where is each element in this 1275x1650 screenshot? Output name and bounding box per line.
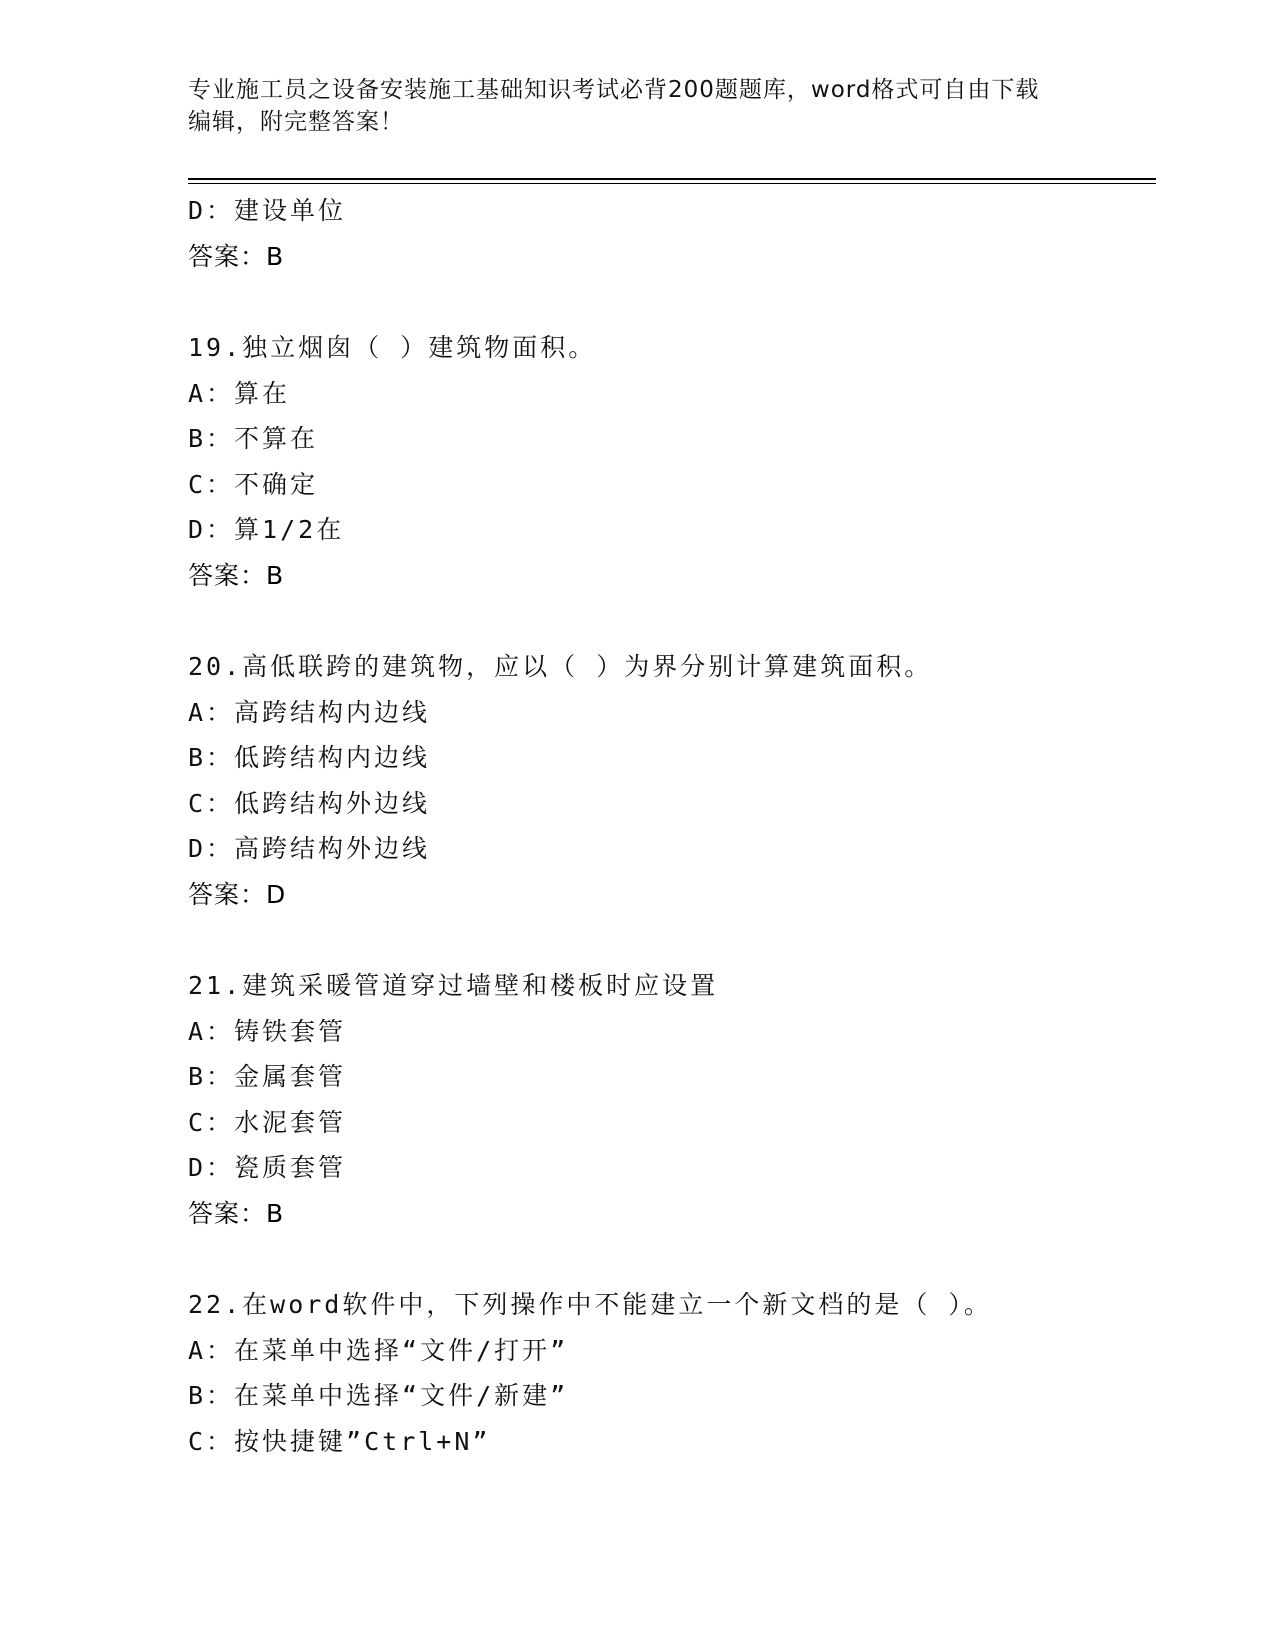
- header-rule-thick: [188, 178, 1156, 180]
- option-d: D：高跨结构外边线: [188, 834, 431, 863]
- question-text: 20.高低联跨的建筑物，应以（ ）为界分别计算建筑面积。: [188, 652, 933, 681]
- answer-line: 答案：B: [188, 560, 285, 590]
- option-b: B：低跨结构内边线: [188, 743, 431, 772]
- previous-question-tail: [188, 188, 1148, 279]
- option-b: B：在菜单中选择“文件/新建”: [188, 1381, 569, 1410]
- header-rule-thin: [188, 183, 1156, 184]
- option-a: A：高跨结构内边线: [188, 697, 431, 727]
- header-line-2: 编辑，附完整答案！: [188, 109, 404, 135]
- answer-line: 答案：B: [188, 241, 285, 271]
- question-text: 22.在word软件中，下列操作中不能建立一个新文档的是（ ）。: [188, 1290, 992, 1319]
- option-c: C：低跨结构外边线: [188, 788, 431, 818]
- option-b: B：不算在: [188, 424, 319, 453]
- spacer: [188, 1236, 1148, 1282]
- option-c: C：不确定: [188, 469, 319, 499]
- question-text: 21.建筑采暖管道穿过墙壁和楼板时应设置: [188, 971, 719, 1000]
- option-a: A：铸铁套管: [188, 1016, 347, 1046]
- question-list: [188, 188, 1148, 1464]
- spacer: [188, 598, 1148, 644]
- option-d: D：算1/2在: [188, 515, 345, 544]
- option-a: A：在菜单中选择“文件/打开”: [188, 1335, 569, 1365]
- option-a: A：算在: [188, 378, 291, 408]
- document-header: [188, 74, 1068, 138]
- question-22: [188, 1282, 1148, 1464]
- question-19: [188, 325, 1148, 598]
- header-line-1: 专业施工员之设备安装施工基础知识考试必背200题题库，word格式可自由下载: [188, 77, 1040, 103]
- spacer: [188, 279, 1148, 325]
- question-21: [188, 963, 1148, 1236]
- option-d: D：瓷质套管: [188, 1153, 347, 1182]
- option-b: B：金属套管: [188, 1062, 347, 1091]
- option-d: D：建设单位: [188, 196, 347, 225]
- question-20: [188, 644, 1148, 917]
- answer-line: 答案：D: [188, 879, 287, 909]
- answer-line: 答案：B: [188, 1198, 285, 1228]
- question-text: 19.独立烟囱（ ）建筑物面积。: [188, 333, 597, 362]
- spacer: [188, 917, 1148, 963]
- option-c: C：水泥套管: [188, 1107, 347, 1137]
- option-c: C：按快捷键”Ctrl+N”: [188, 1426, 491, 1456]
